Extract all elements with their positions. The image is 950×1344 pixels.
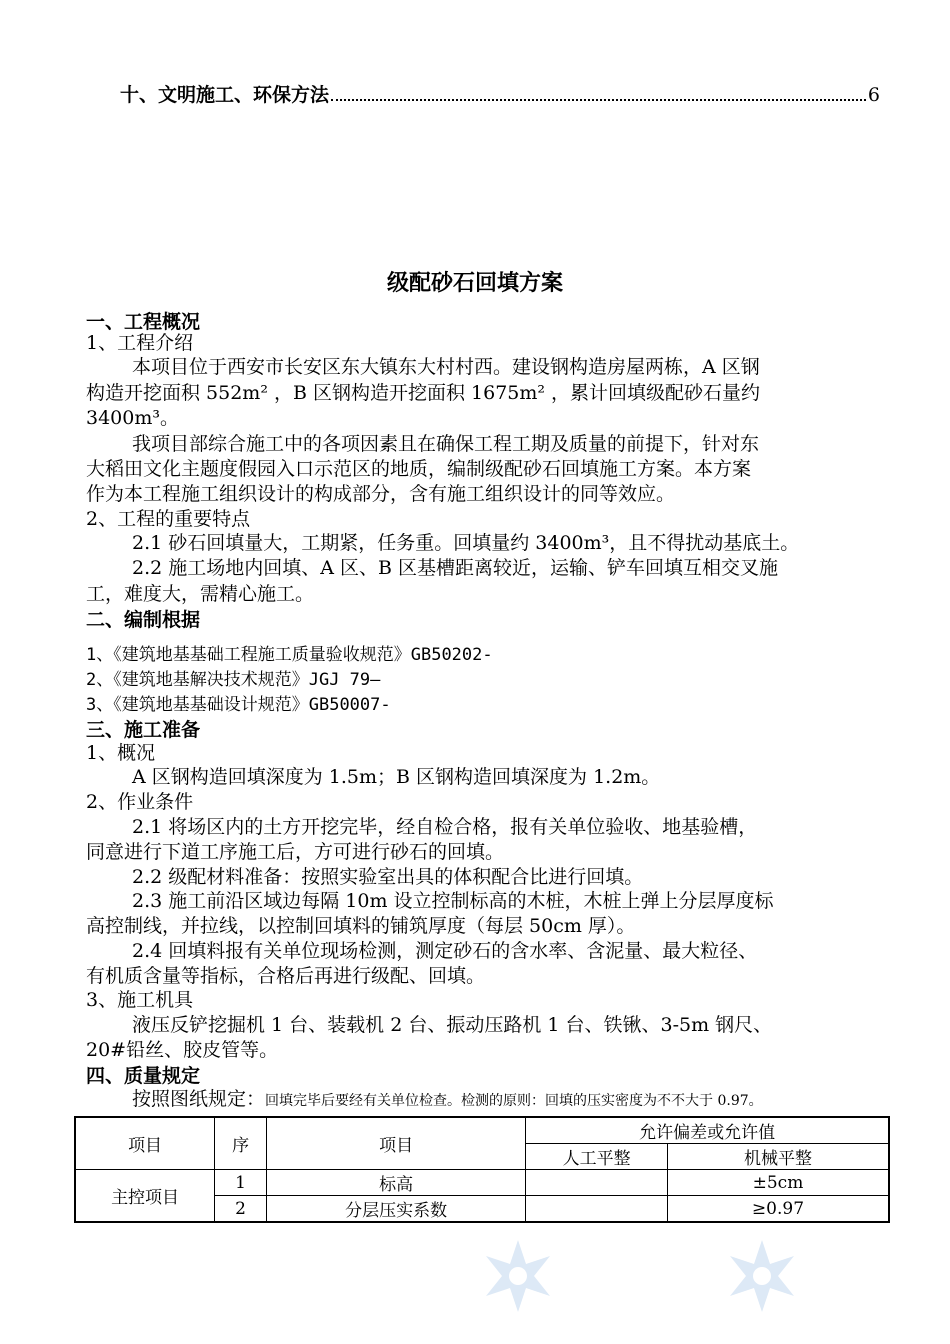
paragraph-line: 高控制线，并拉线，以控制回填料的铺筑厚度（每层 50cm 厚）。 [86, 915, 636, 937]
subheading-features: 2、工程的重要特点 [86, 508, 251, 530]
paragraph-line: 有机质含量等指标，合格后再进行级配、回填。 [86, 965, 486, 987]
quality-lead-text: 回填完毕后要经有关单位检查。检测的原则：回填的压实密度为不不大于 0.97。 [265, 1093, 763, 1109]
paragraph-line: 2.2 级配材料准备：按照实验室出具的体积配合比进行回填。 [132, 866, 644, 888]
paragraph-line: 工，难度大，需精心施工。 [86, 583, 315, 605]
cell-item: 分层压实系数 [267, 1196, 526, 1223]
paragraph-line: 作为本工程施工组织设计的构成部分，含有施工组织设计的同等效应。 [86, 483, 676, 505]
section-heading-overview: 一、工程概况 [86, 311, 201, 333]
toc-page-number: 6 [867, 84, 880, 106]
group-label: 主控项目 [75, 1170, 215, 1223]
subheading-intro: 1、工程介绍 [86, 332, 194, 354]
header-seq: 序 [215, 1117, 267, 1170]
cell-item: 标高 [267, 1170, 526, 1196]
subheading-conditions: 2、作业条件 [86, 791, 194, 813]
cell-manual [526, 1170, 668, 1196]
cell-manual [526, 1196, 668, 1223]
watermark-logo-icon [722, 1236, 802, 1316]
paragraph-line: A 区钢构造回填深度为 1.5m；B 区钢构造回填深度为 1.2m。 [132, 766, 661, 788]
paragraph-line: 2.3 施工前沿区域边每隔 10m 设立控制标高的木桩，木桩上弹上分层厚度标 [132, 890, 774, 912]
paragraph-line: 构造开挖面积 552m² ，B 区钢构造开挖面积 1675m² ，累计回填级配砂石量约 [86, 382, 761, 404]
paragraph-line: 20#铅丝、胶皮管等。 [86, 1039, 279, 1061]
quality-lead-label: 按照图纸规定： [132, 1088, 266, 1110]
toc-leader [331, 99, 866, 101]
cell-machine: ±5cm [667, 1170, 889, 1196]
reference-item: 1、《建筑地基基础工程施工质量验收规范》GB50202- [86, 645, 493, 665]
section-heading-quality: 四、质量规定 [86, 1065, 201, 1087]
paragraph-line: 大稻田文化主题度假园入口示范区的地质，编制级配砂石回填施工方案。本方案 [86, 458, 752, 480]
reference-item: 2、《建筑地基解决技术规范》JGJ 79— [86, 670, 381, 690]
paragraph-line: 2.4 回填料报有关单位现场检测，测定砂石的含水率、含泥量、最大粒径、 [132, 940, 758, 962]
quality-lead [132, 1086, 763, 1114]
header-manual: 人工平整 [526, 1144, 668, 1170]
document-title: 级配砂石回填方案 [386, 270, 563, 296]
paragraph-line: 我项目部综合施工中的各项因素且在确保工程工期及质量的前提下，针对东 [132, 433, 760, 455]
quality-table [74, 1116, 890, 1223]
paragraph-line: 2.1 砂石回填量大，工期紧，任务重。回填量约 3400m³，且不得扰动基底土。 [132, 532, 800, 554]
header-item2: 项目 [267, 1117, 526, 1170]
paragraph-line: 液压反铲挖掘机 1 台、装载机 2 台、振动压路机 1 台、铁锹、3-5m 钢尺、 [132, 1014, 773, 1036]
cell-seq: 2 [215, 1196, 267, 1223]
section-heading-basis: 二、编制根据 [86, 609, 201, 631]
toc-entry[interactable] [120, 80, 880, 107]
paragraph-line: 2.1 将场区内的土方开挖完毕，经自检合格，报有关单位验收、地基验槽， [132, 816, 758, 838]
watermark-logo-icon [478, 1236, 558, 1316]
header-item: 项目 [75, 1117, 215, 1170]
cell-machine: ≥0.97 [667, 1196, 889, 1223]
paragraph-line: 3400m³。 [86, 407, 179, 429]
paragraph-line: 本项目位于西安市长安区东大镇东大村村西。建设钢构造房屋两栋，A 区钢 [132, 356, 760, 378]
subheading-overview: 1、概况 [86, 742, 156, 764]
section-heading-preparation: 三、施工准备 [86, 719, 201, 741]
paragraph-line: 2.2 施工场地内回填、A 区、B 区基槽距离较近，运输、铲车回填互相交叉施 [132, 557, 779, 579]
cell-seq: 1 [215, 1170, 267, 1196]
header-machine: 机械平整 [667, 1144, 889, 1170]
subheading-machinery: 3、施工机具 [86, 989, 194, 1011]
header-allowance: 允许偏差或允许值 [526, 1117, 889, 1144]
reference-item: 3、《建筑地基基础设计规范》GB50007- [86, 695, 391, 715]
table-row [75, 1170, 889, 1196]
toc-label: 十、文明施工、环保方法 [120, 84, 330, 106]
paragraph-line: 同意进行下道工序施工后，方可进行砂石的回填。 [86, 841, 505, 863]
